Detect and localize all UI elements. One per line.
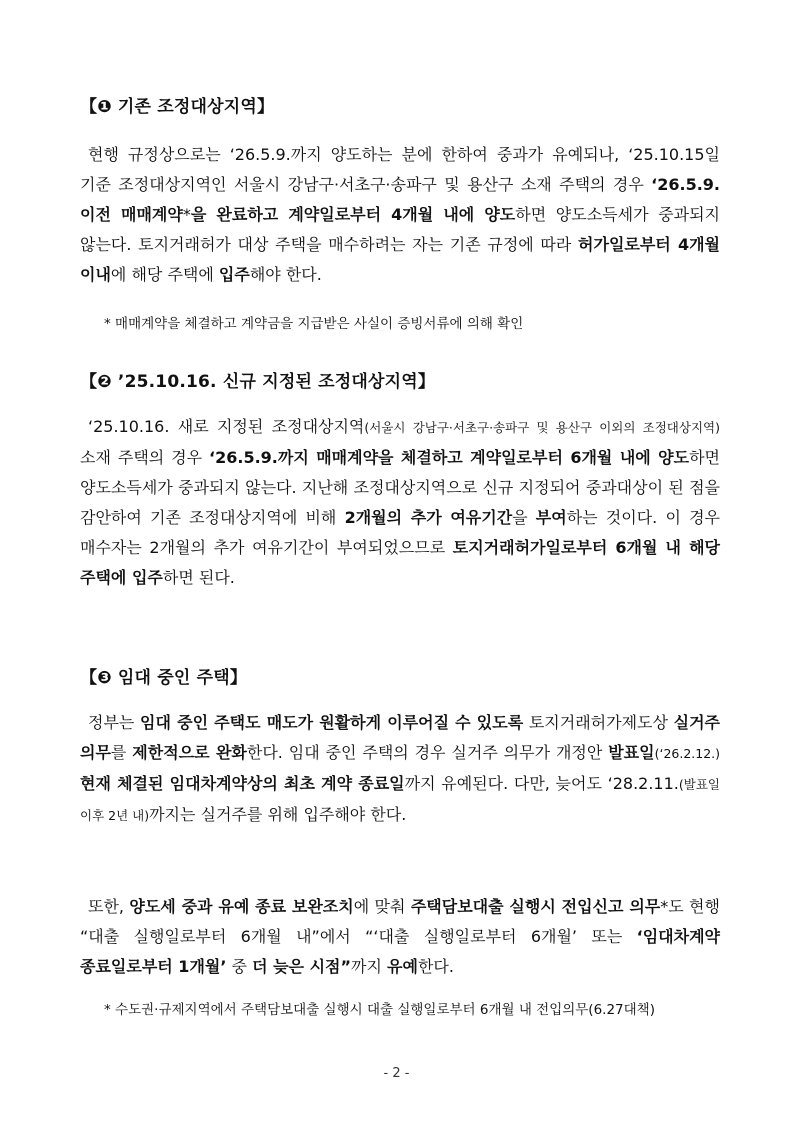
text-run: *: [182, 205, 191, 224]
text-run: 현행 규정상으로는 ‘26.5.9.까지 양도하는 분에 한하여 중과가 유예되나, ‘25.10.15일 기준 조정대상지역인 서울시 강남구·서초구·송파구 및 용산구 소재 주택의 경우: [80, 145, 720, 194]
text-run: 하면 양도소득세가 중과되지 않는다. 토지거래허가 대상 주택을 매수하려는 자는 기존 규정에 따라: [80, 205, 720, 254]
section-1-footnote: * 매매계약을 체결하고 계약금을 지급받은 사실이 증빙서류에 의해 확인: [104, 316, 524, 332]
emphasis-text: 토지거래허가일로부터 6개월 내 해당 주택에 입주: [80, 538, 720, 587]
emphasis-text: 주택담보대출 실행시 전입신고 의무: [410, 897, 661, 916]
text-run: 에 해당 주택에: [110, 265, 219, 284]
emphasis-text: ‘26.5.9.까지 매매계약을 체결하고 계약일로부터 6개월 내에 양도: [209, 448, 690, 467]
emphasis-text: 을 완료하고 계약일로부터 4개월 내에 양도: [190, 205, 516, 224]
text-run: (‘26.2.12.): [654, 746, 721, 761]
text-run: 까지는 실거주를 위해 입주해야 한다.: [149, 805, 407, 824]
emphasis-text: 부여: [535, 508, 567, 527]
text-run: 하면 된다.: [162, 568, 235, 587]
text-run: *: [660, 897, 669, 916]
emphasis-text: 발표일: [608, 743, 655, 762]
text-run: 한다. 임대 중인 주택의 경우 실거주 의무가 개정안: [246, 743, 609, 762]
text-run: 까지: [351, 957, 388, 976]
text-run: 을: [512, 508, 536, 527]
emphasis-text: 현재 체결된 임대차계약상의 최초 계약 종료일: [80, 774, 405, 793]
emphasis-text: 2개월의 추가 여유기간: [344, 508, 513, 527]
section-2-paragraph: [80, 412, 720, 593]
page-number: - 2 -: [383, 1066, 410, 1081]
emphasis-text: ‘26.5.9. 이전 매매계약: [80, 175, 720, 224]
section-2-heading: 【❷ ’25.10.16. 신규 지정된 조정대상지역】: [80, 372, 436, 392]
emphasis-text: 허가일로부터 4개월 이내: [80, 235, 720, 284]
text-run: 중: [226, 957, 253, 976]
text-run: 까지 유예된다. 다만, 늦어도 ‘28.2.11.: [404, 774, 679, 793]
emphasis-text: ‘임대차계약 종료일로부터 1개월’: [80, 927, 720, 976]
text-run: 한다.: [417, 957, 454, 976]
text-run: 를: [110, 743, 133, 762]
emphasis-text: 실거주 의무: [80, 713, 720, 762]
text-run: ‘25.10.16. 새로 지정된 조정대상지역: [88, 417, 365, 436]
text-run: 또한,: [88, 897, 130, 916]
text-run: 하면 양도소득세가 중과되지 않는다. 지난해 조정대상지역으로 신규 지정되어 중과대상이 된 점을 감안하여 기존 조정대상지역에 비해: [80, 448, 720, 527]
final-footnote: * 수도권·규제지역에서 주택담보대출 실행시 대출 실행일로부터 6개월 내 전입의무(6.27대책): [104, 1002, 655, 1018]
section-1-paragraph: [80, 140, 720, 290]
final-paragraph: [80, 892, 720, 982]
text-run: 에 맞춰: [353, 897, 411, 916]
section-1-heading: 【❶ 기존 조정대상지역】: [80, 97, 275, 117]
emphasis-text: 제한적으로 완화: [132, 743, 247, 762]
text-run: (서울시 강남구·서초구·송파구 및 용산구 이외의 조정대상지역): [364, 420, 720, 435]
text-run: 토지거래허가제도상: [523, 713, 674, 732]
emphasis-text: 양도세 중과 유예 종료 보완조치: [129, 897, 354, 916]
text-run: (발표일 이후 2년 내): [80, 777, 720, 823]
text-run: 소재 주택의 경우: [80, 448, 210, 467]
emphasis-text: 더 늦은 시점”: [252, 957, 352, 976]
section-3-paragraph: [80, 708, 720, 831]
emphasis-text: 임대 중인 주택도 매도가 원활하게 이루어질 수 있도록: [140, 713, 524, 732]
text-run: 하는 것이다. 이 경우 매수자는 2개월의 추가 여유기간이 부여되었으므로: [80, 508, 720, 557]
text-run: 도 현행 “대출 실행일로부터 6개월 내”에서 “‘대출 실행일로부터 6개월’ 또는: [80, 897, 720, 946]
emphasis-text: 입주: [218, 265, 250, 284]
text-run: 해야 한다.: [249, 265, 322, 284]
text-run: 정부는: [88, 713, 141, 732]
section-3-heading: 【❸ 임대 중인 주택】: [80, 668, 248, 688]
emphasis-text: 유예: [387, 957, 418, 976]
